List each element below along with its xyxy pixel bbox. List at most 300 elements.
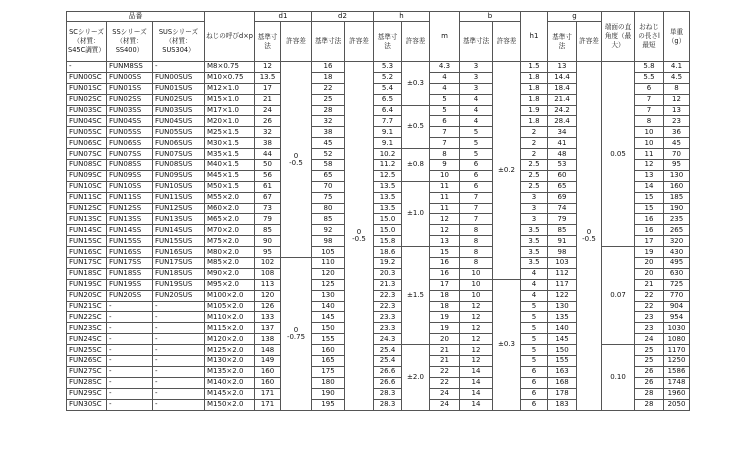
h1-value: 3 (521, 214, 548, 225)
h-value: 22.3 (374, 290, 402, 301)
header-h: h (374, 12, 430, 22)
d2-value: 58 (312, 160, 345, 171)
weight-value: 36 (664, 127, 690, 138)
sus-part-no: FUN20SUS (153, 290, 205, 301)
sc-part-no: FUN13SC (67, 214, 107, 225)
b-value: 10 (460, 290, 493, 301)
h1-value: 5 (521, 323, 548, 334)
b-value: 7 (460, 214, 493, 225)
d2-value: 110 (312, 258, 345, 269)
d1-value: 26 (255, 116, 281, 127)
sus-part-no: FUN04SUS (153, 116, 205, 127)
h1-value: 3.5 (521, 225, 548, 236)
h1-value: 2.5 (521, 181, 548, 192)
header-thread: ねじの呼びd×p (205, 12, 255, 62)
ss-part-no: - (107, 323, 153, 334)
thread-size: M140×2.0 (205, 377, 255, 388)
d1-value: 149 (255, 356, 281, 367)
weight-value: 70 (664, 149, 690, 160)
thread-size: M115×2.0 (205, 323, 255, 334)
g-value: 150 (548, 345, 577, 356)
header-b-std: 基準寸法 (460, 22, 493, 62)
sus-part-no: - (153, 312, 205, 323)
h-tolerance: ±1.5 (402, 247, 430, 345)
ss-part-no: FUN14SS (107, 225, 153, 236)
sc-part-no: FUN26SC (67, 356, 107, 367)
thread-size: M50×1.5 (205, 181, 255, 192)
ss-part-no: FUN20SS (107, 290, 153, 301)
d2-value: 22 (312, 83, 345, 94)
g-tolerance (577, 62, 602, 411)
ss-part-no: FUN16SS (107, 247, 153, 258)
thread-size: M85×2.0 (205, 258, 255, 269)
sc-part-no: - (67, 62, 107, 73)
ss-part-no: - (107, 366, 153, 377)
h1-value: 1.8 (521, 94, 548, 105)
h-value: 5.2 (374, 72, 402, 83)
weight-value: 13 (664, 105, 690, 116)
ss-part-no: - (107, 356, 153, 367)
sus-part-no: - (153, 399, 205, 410)
ss-part-no: FUN03SS (107, 105, 153, 116)
spec-table-body (67, 62, 690, 411)
thread-size: M65×2.0 (205, 214, 255, 225)
header-d2-tol: 許容差 (345, 22, 374, 62)
header-b: b (460, 12, 521, 22)
d2-value: 145 (312, 312, 345, 323)
h-value: 7.7 (374, 116, 402, 127)
sc-part-no: FUN07SC (67, 149, 107, 160)
g-value: 74 (548, 203, 577, 214)
ss-part-no: FUN18SS (107, 268, 153, 279)
weight-value: 23 (664, 116, 690, 127)
ss-part-no: FUNM8SS (107, 62, 153, 73)
d1-value: 50 (255, 160, 281, 171)
d1-value: 160 (255, 377, 281, 388)
h-value: 28.3 (374, 399, 402, 410)
weight-value: 495 (664, 258, 690, 269)
g-value: 103 (548, 258, 577, 269)
m-value: 8 (430, 149, 460, 160)
d1-value: 67 (255, 192, 281, 203)
m-value: 20 (430, 334, 460, 345)
d2-value: 140 (312, 301, 345, 312)
sus-part-no: FUN14SUS (153, 225, 205, 236)
b-value: 3 (460, 62, 493, 73)
h-value: 21.3 (374, 279, 402, 290)
h1-value: 3.5 (521, 247, 548, 258)
weight-value: 430 (664, 247, 690, 258)
d2-value: 160 (312, 345, 345, 356)
m-value: 5 (430, 94, 460, 105)
sus-part-no: - (153, 377, 205, 388)
h-value: 13.5 (374, 203, 402, 214)
h-value: 13.5 (374, 192, 402, 203)
thread-size: M8×0.75 (205, 62, 255, 73)
g-value: 53 (548, 160, 577, 171)
h-value: 6.5 (374, 94, 402, 105)
sus-part-no: - (153, 334, 205, 345)
b-value: 3 (460, 72, 493, 83)
b-value: 14 (460, 366, 493, 377)
h-value: 9.1 (374, 138, 402, 149)
thread-size: M150×2.0 (205, 399, 255, 410)
thread-length-value: 19 (635, 247, 664, 258)
sus-part-no: FUN06SUS (153, 138, 205, 149)
d1-value: 24 (255, 105, 281, 116)
g-value: 21.4 (548, 94, 577, 105)
thread-size: M45×1.5 (205, 170, 255, 181)
h1-value: 5 (521, 301, 548, 312)
d1-value: 85 (255, 225, 281, 236)
thread-size: M90×2.0 (205, 268, 255, 279)
thread-length-value: 25 (635, 345, 664, 356)
sc-part-no: FUN30SC (67, 399, 107, 410)
thread-size: M145×2.0 (205, 388, 255, 399)
b-value: 10 (460, 279, 493, 290)
thread-size: M100×2.0 (205, 290, 255, 301)
h1-value: 3 (521, 192, 548, 203)
m-value: 24 (430, 388, 460, 399)
sus-part-no: FUN17SUS (153, 258, 205, 269)
h-value: 12.5 (374, 170, 402, 181)
h1-value: 5 (521, 312, 548, 323)
header-d2: d2 (312, 12, 374, 22)
d1-value: 108 (255, 268, 281, 279)
thread-size: M135×2.0 (205, 366, 255, 377)
thread-size: M40×1.5 (205, 160, 255, 171)
thread-length-value: 12 (635, 160, 664, 171)
m-value: 22 (430, 377, 460, 388)
d1-tolerance-line: -0.5 (289, 158, 303, 167)
h-value: 26.6 (374, 366, 402, 377)
b-value: 12 (460, 312, 493, 323)
g-value: 91 (548, 236, 577, 247)
g-value: 145 (548, 334, 577, 345)
g-value: 14.4 (548, 72, 577, 83)
weight-value: 4.5 (664, 72, 690, 83)
weight-value: 1748 (664, 377, 690, 388)
m-value: 11 (430, 181, 460, 192)
weight-value: 2050 (664, 399, 690, 410)
header-h-std: 基準寸法 (374, 22, 402, 62)
sus-part-no: FUN12SUS (153, 203, 205, 214)
h1-value: 6 (521, 388, 548, 399)
m-value: 22 (430, 366, 460, 377)
thread-size: M30×1.5 (205, 138, 255, 149)
d2-value: 190 (312, 388, 345, 399)
perpendicularity-value: 0.10 (602, 345, 635, 410)
weight-value: 185 (664, 192, 690, 203)
d2-tolerance (345, 62, 374, 411)
sc-part-no: FUN29SC (67, 388, 107, 399)
g-value: 34 (548, 127, 577, 138)
weight-value: 160 (664, 181, 690, 192)
sus-part-no: - (153, 356, 205, 367)
h1-value: 2 (521, 127, 548, 138)
d1-value: 17 (255, 83, 281, 94)
d1-value: 148 (255, 345, 281, 356)
d1-value: 138 (255, 334, 281, 345)
d2-value: 32 (312, 116, 345, 127)
ss-part-no: FUN13SS (107, 214, 153, 225)
thread-length-value: 5.8 (635, 62, 664, 73)
h-value: 15.8 (374, 236, 402, 247)
h-value: 5.3 (374, 62, 402, 73)
h1-value: 4 (521, 268, 548, 279)
b-value: 5 (460, 138, 493, 149)
d2-value: 28 (312, 105, 345, 116)
perpendicularity-value: 0.07 (602, 247, 635, 345)
d1-value: 38 (255, 138, 281, 149)
header-perpendicularity: 端面の直角度（最大） (602, 12, 635, 62)
ss-part-no: FUN02SS (107, 94, 153, 105)
d2-value: 92 (312, 225, 345, 236)
weight-value: 1170 (664, 345, 690, 356)
h1-value: 1.8 (521, 83, 548, 94)
m-value: 18 (430, 290, 460, 301)
sus-part-no: - (153, 388, 205, 399)
sc-part-no: FUN03SC (67, 105, 107, 116)
m-value: 13 (430, 236, 460, 247)
m-value: 11 (430, 203, 460, 214)
m-value: 17 (430, 279, 460, 290)
m-value: 4 (430, 72, 460, 83)
sc-part-no: FUN21SC (67, 301, 107, 312)
weight-value: 1960 (664, 388, 690, 399)
h-value: 13.5 (374, 181, 402, 192)
thread-length-value: 11 (635, 149, 664, 160)
d1-value: 73 (255, 203, 281, 214)
d2-value: 45 (312, 138, 345, 149)
h1-value: 1.8 (521, 116, 548, 127)
d2-value: 175 (312, 366, 345, 377)
m-value: 18 (430, 301, 460, 312)
g-value: 135 (548, 312, 577, 323)
thread-length-value: 26 (635, 377, 664, 388)
weight-value: 904 (664, 301, 690, 312)
h-value: 23.3 (374, 312, 402, 323)
thread-size: M55×2.0 (205, 192, 255, 203)
thread-length-value: 23 (635, 323, 664, 334)
weight-value: 1080 (664, 334, 690, 345)
m-value: 19 (430, 323, 460, 334)
thread-length-value: 20 (635, 268, 664, 279)
thread-size: M10×0.75 (205, 72, 255, 83)
sc-part-no: FUN19SC (67, 279, 107, 290)
h-value: 26.6 (374, 377, 402, 388)
thread-size: M60×2.0 (205, 203, 255, 214)
m-value: 16 (430, 268, 460, 279)
d2-value: 165 (312, 356, 345, 367)
thread-length-value: 17 (635, 236, 664, 247)
sc-part-no: FUN23SC (67, 323, 107, 334)
ss-part-no: FUN06SS (107, 138, 153, 149)
b-value: 14 (460, 399, 493, 410)
d1-value: 137 (255, 323, 281, 334)
h1-value: 4 (521, 279, 548, 290)
header-d1: d1 (255, 12, 312, 22)
thread-length-value: 26 (635, 366, 664, 377)
b-value: 10 (460, 268, 493, 279)
m-value: 21 (430, 356, 460, 367)
b-value: 14 (460, 388, 493, 399)
sus-part-no: FUN11SUS (153, 192, 205, 203)
h1-value: 3.5 (521, 236, 548, 247)
h-tolerance: ±1.0 (402, 181, 430, 246)
sc-part-no: FUN06SC (67, 138, 107, 149)
d1-tolerance-line: -0.75 (286, 332, 306, 341)
thread-size: M110×2.0 (205, 312, 255, 323)
d2-value: 130 (312, 290, 345, 301)
m-value: 6 (430, 116, 460, 127)
weight-value: 630 (664, 268, 690, 279)
b-value: 3 (460, 83, 493, 94)
b-value: 8 (460, 225, 493, 236)
d1-value: 95 (255, 247, 281, 258)
weight-value: 45 (664, 138, 690, 149)
header-d2-std: 基準寸法 (312, 22, 345, 62)
thread-size: M120×2.0 (205, 334, 255, 345)
sus-part-no: FUN03SUS (153, 105, 205, 116)
ss-part-no: FUN04SS (107, 116, 153, 127)
h1-value: 1.8 (521, 72, 548, 83)
h1-value: 5 (521, 345, 548, 356)
weight-value: 8 (664, 83, 690, 94)
thread-length-value: 23 (635, 312, 664, 323)
h-tolerance: ±0.3 (402, 62, 430, 106)
d1-value: 32 (255, 127, 281, 138)
thread-length-value: 22 (635, 301, 664, 312)
sc-part-no: FUN11SC (67, 192, 107, 203)
ss-part-no: FUN12SS (107, 203, 153, 214)
g-value: 69 (548, 192, 577, 203)
g-value: 130 (548, 301, 577, 312)
sc-part-no: FUN22SC (67, 312, 107, 323)
g-value: 48 (548, 149, 577, 160)
h-value: 24.3 (374, 334, 402, 345)
thread-length-value: 10 (635, 127, 664, 138)
sus-part-no: - (153, 323, 205, 334)
spec-table-container (66, 11, 690, 411)
d2-value: 98 (312, 236, 345, 247)
sc-part-no: FUN05SC (67, 127, 107, 138)
thread-length-value: 10 (635, 138, 664, 149)
thread-size: M35×1.5 (205, 149, 255, 160)
header-g-std: 基準寸法 (548, 22, 577, 62)
sus-part-no: FUN05SUS (153, 127, 205, 138)
header-d1-std: 基準寸法 (255, 22, 281, 62)
d1-value: 102 (255, 258, 281, 269)
d1-value: 79 (255, 214, 281, 225)
g-value: 18.4 (548, 83, 577, 94)
thread-length-value: 20 (635, 258, 664, 269)
weight-value: 235 (664, 214, 690, 225)
b-value: 4 (460, 116, 493, 127)
sus-part-no: FUN18SUS (153, 268, 205, 279)
g-value: 41 (548, 138, 577, 149)
d1-value: 90 (255, 236, 281, 247)
thread-size: M75×2.0 (205, 236, 255, 247)
h1-value: 6 (521, 377, 548, 388)
ss-part-no: - (107, 312, 153, 323)
header-b-tol: 許容差 (493, 22, 521, 62)
thread-size: M12×1.0 (205, 83, 255, 94)
header-thread-length: おねじの長さl最短 (635, 12, 664, 62)
d1-tolerance (281, 62, 312, 258)
m-value: 12 (430, 225, 460, 236)
weight-value: 130 (664, 170, 690, 181)
g-value: 60 (548, 170, 577, 181)
sc-part-no: FUN18SC (67, 268, 107, 279)
g-value: 24.2 (548, 105, 577, 116)
sc-part-no: FUN25SC (67, 345, 107, 356)
d1-value: 133 (255, 312, 281, 323)
d2-value: 85 (312, 214, 345, 225)
thread-size: M95×2.0 (205, 279, 255, 290)
h1-value: 3 (521, 203, 548, 214)
b-value: 4 (460, 105, 493, 116)
d2-value: 195 (312, 399, 345, 410)
ss-part-no: FUN08SS (107, 160, 153, 171)
perpendicularity-value: 0.05 (602, 62, 635, 247)
d1-value: 126 (255, 301, 281, 312)
sc-part-no: FUN28SC (67, 377, 107, 388)
b-value: 6 (460, 160, 493, 171)
header-g: g (548, 12, 602, 22)
ss-part-no: - (107, 377, 153, 388)
ss-part-no: - (107, 334, 153, 345)
sus-part-no: FUN09SUS (153, 170, 205, 181)
g-tolerance-line: 0 (586, 227, 592, 236)
b-value: 4 (460, 94, 493, 105)
thread-size: M130×2.0 (205, 356, 255, 367)
h1-value: 1.9 (521, 105, 548, 116)
header-h-tol: 許容差 (402, 22, 430, 62)
h1-value: 5 (521, 334, 548, 345)
sus-part-no: FUN10SUS (153, 181, 205, 192)
thread-size: M15×1.0 (205, 94, 255, 105)
g-tolerance-line: -0.5 (582, 234, 596, 243)
h-value: 11.2 (374, 160, 402, 171)
b-value: 12 (460, 356, 493, 367)
g-value: 79 (548, 214, 577, 225)
thread-length-value: 8 (635, 116, 664, 127)
h-value: 22.3 (374, 301, 402, 312)
weight-value: 265 (664, 225, 690, 236)
h-value: 19.2 (374, 258, 402, 269)
d2-value: 155 (312, 334, 345, 345)
weight-value: 190 (664, 203, 690, 214)
sc-part-no: FUN14SC (67, 225, 107, 236)
d2-value: 180 (312, 377, 345, 388)
g-value: 65 (548, 181, 577, 192)
sc-part-no: FUN00SC (67, 72, 107, 83)
ss-part-no: FUN05SS (107, 127, 153, 138)
weight-value: 1250 (664, 356, 690, 367)
g-value: 98 (548, 247, 577, 258)
m-value: 21 (430, 345, 460, 356)
d2-value: 52 (312, 149, 345, 160)
b-tolerance: ±0.3 (493, 279, 521, 410)
sus-part-no: FUN16SUS (153, 247, 205, 258)
weight-value: 770 (664, 290, 690, 301)
m-value: 19 (430, 312, 460, 323)
h-value: 23.3 (374, 323, 402, 334)
sus-part-no: FUN15SUS (153, 236, 205, 247)
ss-part-no: FUN17SS (107, 258, 153, 269)
weight-value: 1586 (664, 366, 690, 377)
